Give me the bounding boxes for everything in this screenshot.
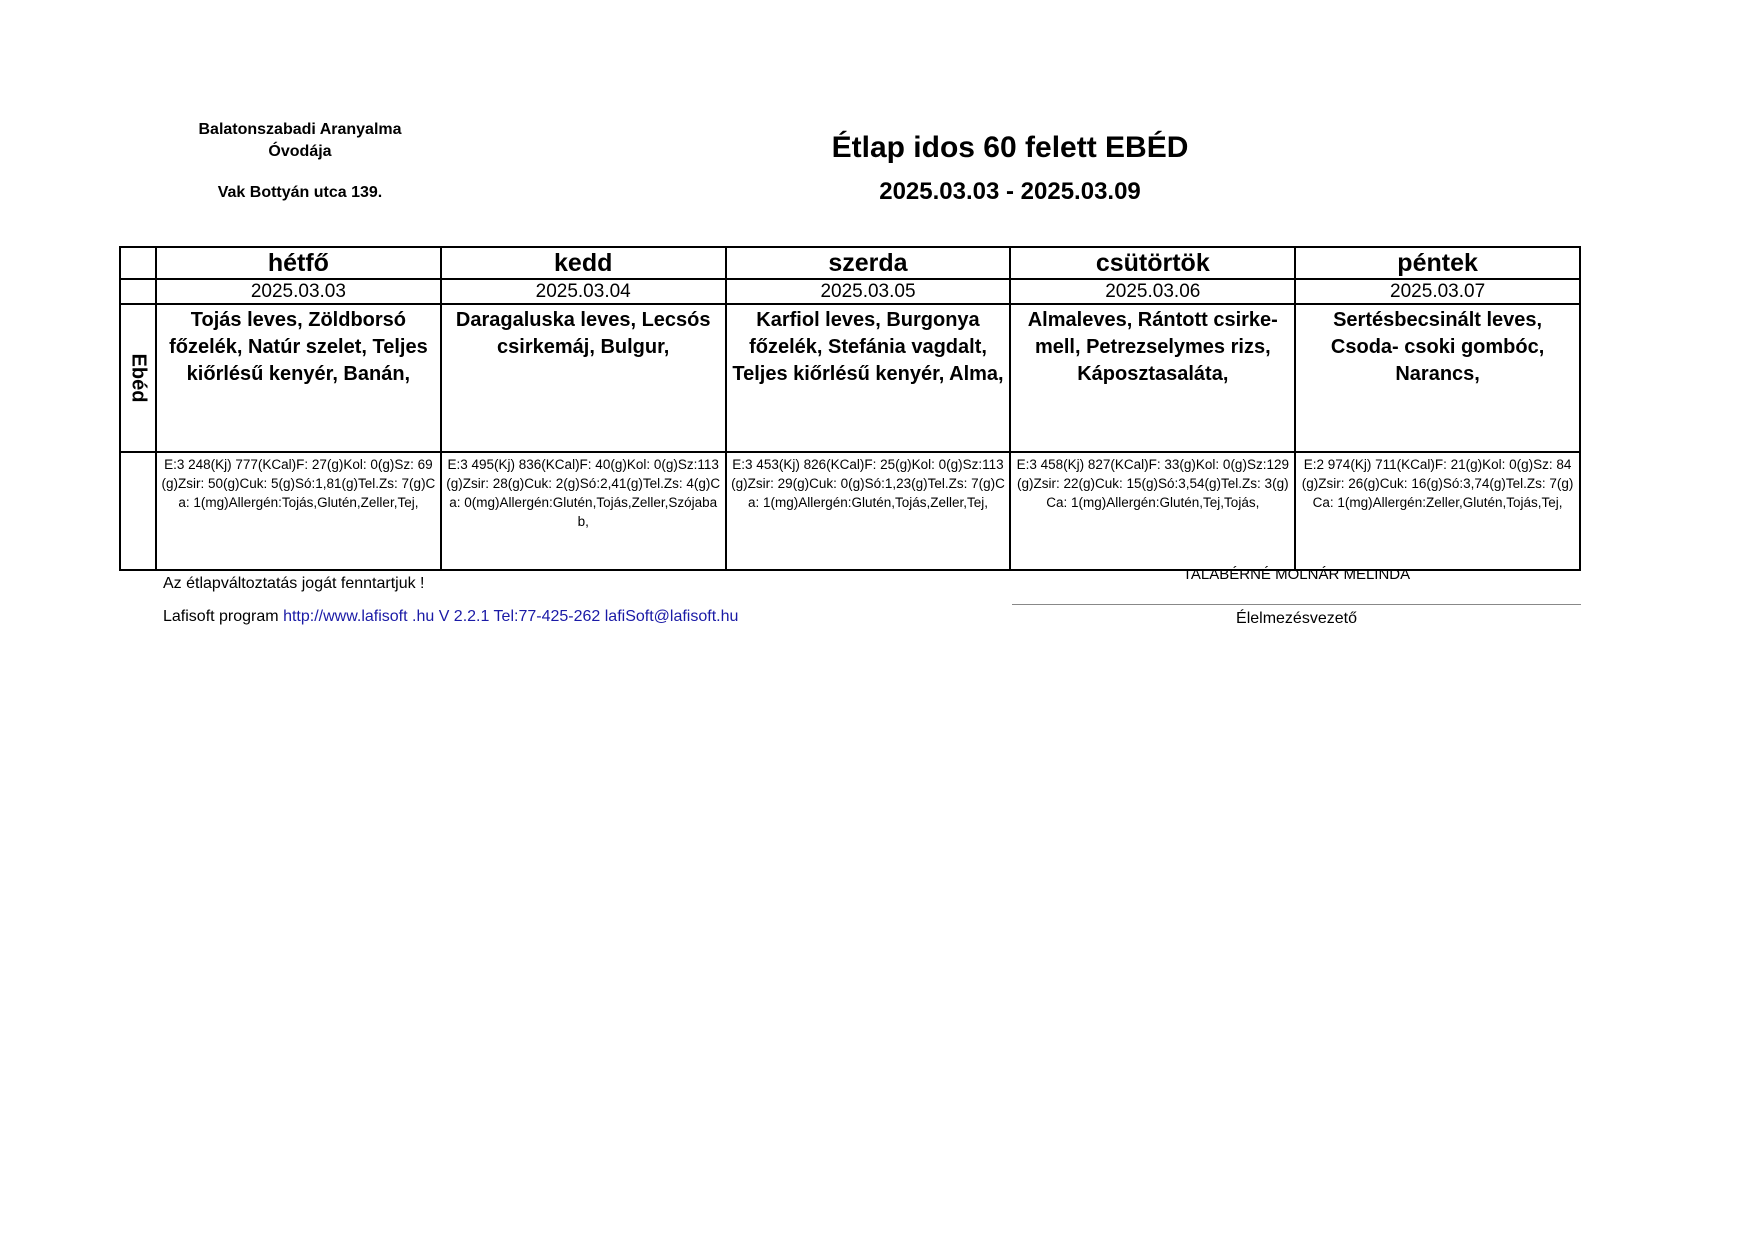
day-name-tuesday: kedd	[441, 247, 726, 279]
nutrition-label-cell	[120, 452, 156, 570]
day-dates-row	[120, 279, 1580, 304]
corner-cell	[120, 247, 156, 279]
nutrition-monday: E:3 248(Kj) 777(KCal)F: 27(g)Kol: 0(g)Sz: 69(g)Zsir: 50(g)Cuk: 5(g)Só:1,81(g)Tel.Zs: 7(g)Ca: 1(mg)Allergén:Tojás,Glutén,Zeller,Tej,	[156, 452, 441, 570]
nutrition-wednesday: E:3 453(Kj) 826(KCal)F: 25(g)Kol: 0(g)Sz:113(g)Zsir: 29(g)Cuk: 0(g)Só:1,23(g)Tel.Zs: 7(g)Ca: 1(mg)Allergén:Glutén,Tojás,Zeller,Tej,	[726, 452, 1011, 570]
meal-label: Ebéd	[127, 353, 150, 403]
day-name-friday: péntek	[1295, 247, 1580, 279]
day-name-wednesday: szerda	[726, 247, 1011, 279]
nutrition-thursday: E:3 458(Kj) 827(KCal)F: 33(g)Kol: 0(g)Sz:129(g)Zsir: 22(g)Cuk: 15(g)Só:3,54(g)Tel.Zs: 3(g)Ca: 1(mg)Allergén:Glutén,Tej,Tojás,	[1010, 452, 1295, 570]
date-range: 2025.03.03 - 2025.03.09	[879, 178, 1141, 205]
institution-address: Vak Bottyán utca 139.	[217, 184, 383, 201]
institution-name-line1: Balatonszabadi Aranyalma	[198, 121, 402, 138]
nutrition-row	[120, 452, 1580, 570]
signature-name: TALABÉRNÉ MOLNÁR MELINDA	[1182, 566, 1411, 583]
day-date-wednesday: 2025.03.05	[726, 279, 1011, 304]
signature-role: Élelmezésvezető	[1236, 610, 1357, 627]
day-date-monday: 2025.03.03	[156, 279, 441, 304]
institution-name	[150, 119, 450, 163]
day-date-tuesday: 2025.03.04	[441, 279, 726, 304]
meal-wednesday: Karfiol leves, Burgonya főzelék, Stefánia vagdalt, Teljes kiőrlésű kenyér, Alma,	[726, 304, 1011, 452]
meal-row	[120, 304, 1580, 452]
day-date-friday: 2025.03.07	[1295, 279, 1580, 304]
day-names-row	[120, 247, 1580, 279]
nutrition-tuesday: E:3 495(Kj) 836(KCal)F: 40(g)Kol: 0(g)Sz:113(g)Zsir: 28(g)Cuk: 2(g)Só:2,41(g)Tel.Zs: 4(g)Ca: 0(mg)Allergén:Glutén,Tojás,Zeller,Szójabab,	[441, 452, 726, 570]
software-link[interactable]: http://www.lafisoft .hu V 2.2.1 Tel:77-425-262 lafiSoft@lafisoft.hu	[283, 608, 739, 625]
signature-line	[1012, 604, 1581, 605]
nutrition-friday: E:2 974(Kj) 711(KCal)F: 21(g)Kol: 0(g)Sz: 84(g)Zsir: 26(g)Cuk: 16(g)Só:3,74(g)Tel.Zs: 7(g)Ca: 1(mg)Allergén:Zeller,Glutén,Tojás,Tej,	[1295, 452, 1580, 570]
software-info	[163, 608, 738, 626]
page-title: Étlap idos 60 felett EBÉD	[831, 131, 1189, 164]
meal-friday: Sertésbecsinált leves, Csoda- csoki gombóc, Narancs,	[1295, 304, 1580, 452]
day-name-thursday: csütörtök	[1010, 247, 1295, 279]
day-date-thursday: 2025.03.06	[1010, 279, 1295, 304]
meal-monday: Tojás leves, Zöldborsó főzelék, Natúr szelet, Teljes kiőrlésű kenyér, Banán,	[156, 304, 441, 452]
disclaimer-text: Az étlapváltoztatás jogát fenntartjuk !	[163, 575, 425, 592]
institution-name-line2: Óvodája	[268, 143, 332, 160]
meal-thursday: Almaleves, Rántott csirke-mell, Petrezselymes rizs, Káposztasaláta,	[1010, 304, 1295, 452]
meal-label-cell	[120, 304, 156, 452]
corner-cell-2	[120, 279, 156, 304]
day-name-monday: hétfő	[156, 247, 441, 279]
menu-table	[119, 246, 1581, 571]
meal-tuesday: Daragaluska leves, Lecsós csirkemáj, Bulgur,	[441, 304, 726, 452]
software-prefix: Lafisoft program	[163, 608, 279, 625]
